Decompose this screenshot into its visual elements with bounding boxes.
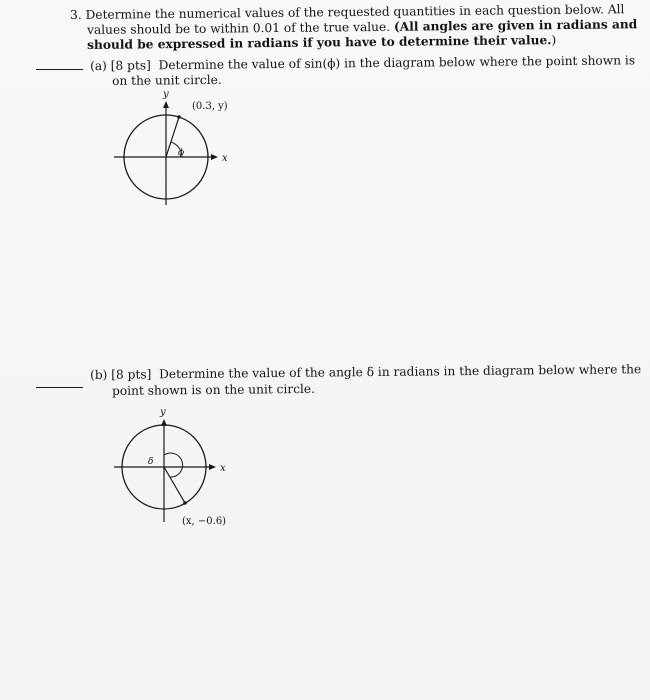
part-b-points: [8 pts] [111, 367, 152, 382]
part-b-question-cont: point shown is on the unit circle. [112, 381, 316, 398]
x-axis-label-b: x [220, 463, 226, 474]
problem-intro-close-paren: ) [551, 33, 557, 48]
unit-circle-figure-b [100, 400, 260, 535]
part-b-line-2 [112, 382, 315, 399]
angle-label-b: δ [148, 457, 154, 467]
part-b-label: (b) [90, 367, 108, 382]
y-axis-label-a: y [163, 89, 169, 100]
answer-blank-b[interactable] [36, 387, 83, 388]
part-a-line-1 [90, 53, 635, 74]
x-axis-arrow-b [209, 464, 216, 470]
point-label-b: (x, −0.6) [182, 516, 227, 527]
problem-intro-text-2: values should be to within 0.01 of the true value. [87, 19, 391, 37]
part-a-question-cont: on the unit circle. [112, 72, 222, 88]
part-b-question: Determine the value of the angle δ in radians in the diagram below where the [159, 362, 642, 382]
part-a-label: (a) [90, 58, 107, 73]
part-a-points: [8 pts] [110, 58, 151, 73]
answer-blank-a[interactable] [36, 69, 83, 70]
point-label-a: (0.3, y) [192, 101, 228, 112]
part-a-question: Determine the value of sin(ϕ) in the diagram below where the point shown is [158, 53, 636, 73]
problem-intro-bold-3: should be expressed in radians if you have to determine their value. [87, 33, 552, 52]
unit-circle-figure-a [100, 85, 260, 215]
problem-number: 3. [70, 7, 82, 22]
point-marker-b [183, 501, 187, 505]
problem-intro-bold-2: (All angles are given in radians and [393, 17, 638, 34]
y-axis-arrow-a [163, 101, 169, 108]
problem-intro-text-1: Determine the numerical values of the requested quantities in each question below. All [85, 2, 625, 22]
part-b-line-1 [90, 362, 641, 383]
angle-label-a: ϕ [178, 148, 185, 158]
radius-line-b [164, 467, 185, 503]
angle-arc-b [164, 453, 183, 477]
x-axis-label-a: x [222, 153, 228, 164]
point-marker-a [177, 115, 181, 119]
x-axis-arrow-a [211, 154, 218, 160]
y-axis-label-b: y [160, 407, 166, 418]
